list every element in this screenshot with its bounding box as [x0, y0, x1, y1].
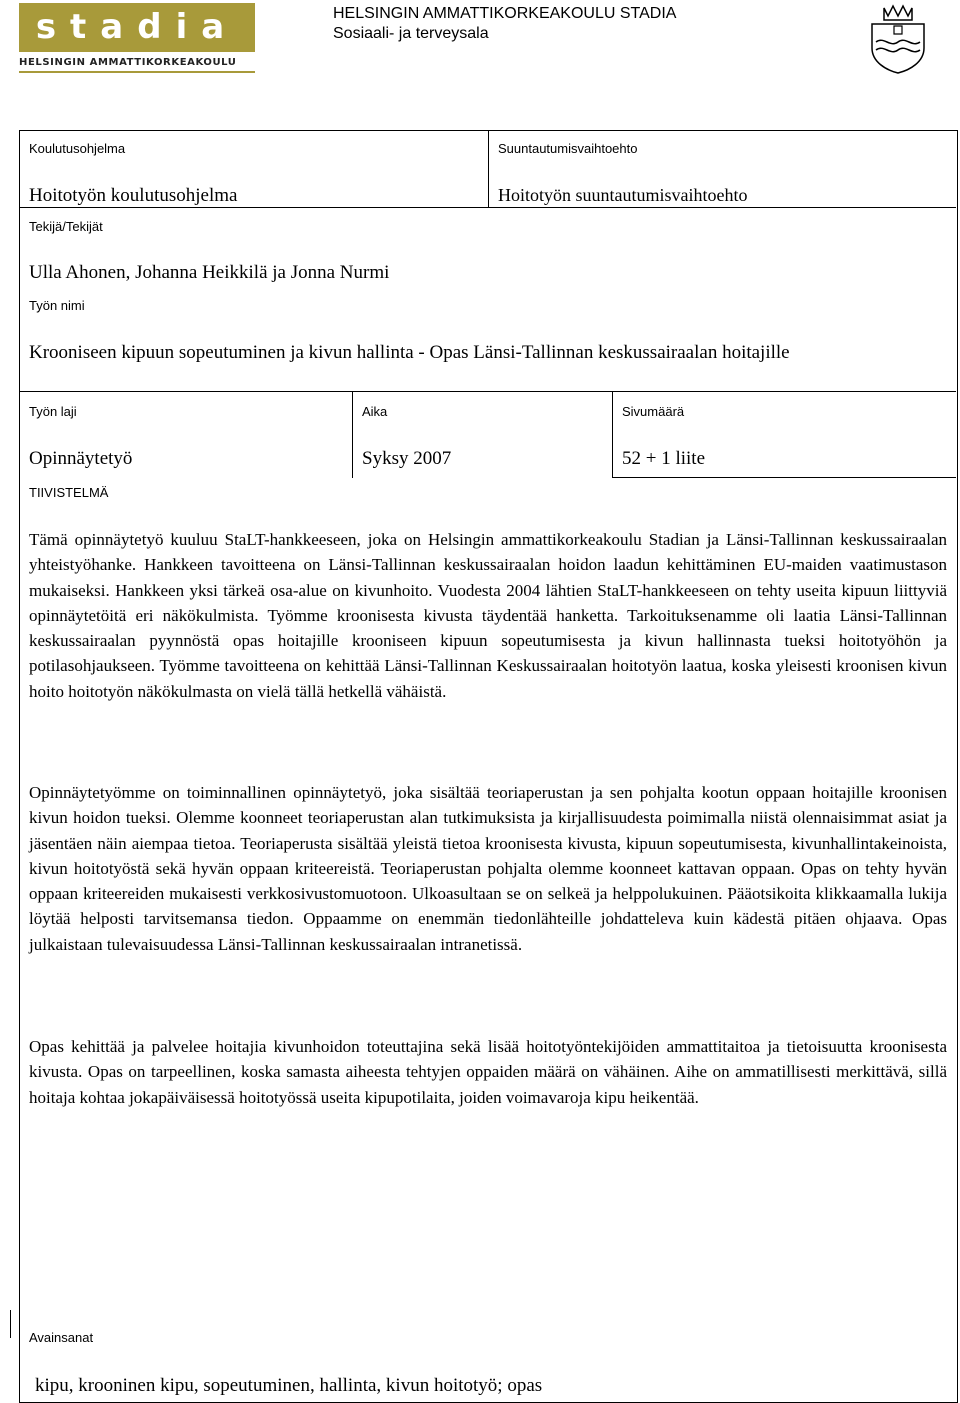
abstract-label: TIIVISTELMÄ	[29, 485, 109, 500]
divider	[488, 130, 489, 208]
divider	[612, 391, 613, 478]
authors-label: Tekijä/Tekijät	[29, 219, 103, 234]
logo-subtitle: HELSINGIN AMMATTIKORKEAKOULU	[19, 57, 237, 68]
stadia-logo	[19, 3, 255, 73]
helsinki-coat-of-arms-icon	[866, 2, 930, 74]
logo-underline	[19, 71, 255, 73]
divider	[19, 391, 956, 392]
title-value: Krooniseen kipuun sopeutuminen ja kivun hallinta - Opas Länsi-Tallinnan keskussairaalan hoitajille	[29, 342, 790, 363]
abstract-paragraph: Tämä opinnäytetyö kuuluu StaLT-hankkeeseen, joka on Helsingin ammattikorkeakoulu Stadian ja Länsi-Tallinnan keskussairaalan yhteistyöhanke. Hankkeen tavoitteena on Länsi-Tallinnan keskussairaalan hoidon laadun kehittäminen EU-maiden vaatimustason mukaiseksi. Hankkeen yksi tärkeä osa-alue on kivunhoito. Vuodesta 2004 lähtien StaLT-hankkeeseen on tehty useita kipuun liittyviä opinnäytetöitä eri näkökulmista. Työmme kroonisesta kivusta täydentää hanketta. Tarkoituksenamme oli laatia Länsi-Tallinnan keskussairaalan pyynnöstä opas hoitajille krooniseen kipuun sopeutumisesta ja kivun hallinnasta tueksi hoitotyöhön ja potilasohjaukseen. Työmme tavoitteena on kehittää Länsi-Tallinnan Keskussairaalan hoitotyön laatua, koska yleisesti kroonisen kivun hoito hoitotyön näkökulmasta on vielä tällä hetkellä vähäistä.	[29, 530, 947, 701]
type-label: Työn laji	[29, 404, 77, 419]
department-name: Sosiaali- ja terveysala	[333, 25, 489, 42]
keywords-label: Avainsanat	[29, 1330, 94, 1345]
form-frame	[19, 130, 958, 1403]
logo-wordmark: stadia	[19, 3, 255, 52]
divider	[612, 477, 956, 478]
pages-label: Sivumäärä	[622, 404, 685, 419]
pages-value: 52 + 1 liite	[622, 448, 706, 469]
divider	[352, 391, 353, 478]
specialization-value: Hoitotyön suuntautumisvaihtoehto	[498, 185, 748, 205]
type-value: Opinnäytetyö	[29, 448, 133, 469]
authors-value: Ulla Ahonen, Johanna Heikkilä ja Jonna Nurmi	[29, 262, 390, 283]
time-label: Aika	[362, 404, 388, 419]
specialization-label: Suuntautumisvaihtoehto	[498, 141, 638, 156]
program-value: Hoitotyön koulutusohjelma	[29, 185, 238, 206]
abstract-paragraph: Opas kehittää ja palvelee hoitajia kivunhoidon toteuttajina sekä lisää hoitotyöntekijöiden ammattitaitoa ja tietoisuutta kroonisesta kivusta. Opas on tarpeellinen, koska samasta aiheesta tehtyjen oppaiden määrä on vähäinen. Aihe on ammatillisesti merkittävä, sillä hoitaja kohtaa jokapäiväisessä hoitotyössä useita kipupotilaita, joiden voimavaroja kipu heikentää.	[29, 1037, 947, 1107]
school-name: HELSINGIN AMMATTIKORKEAKOULU STADIA	[333, 5, 677, 22]
title-label: Työn nimi	[29, 298, 85, 313]
keywords-value: kipu, krooninen kipu, sopeutuminen, hallinta, kivun hoitotyö; opas	[35, 1375, 543, 1396]
abstract-paragraph: Opinnäytetyömme on toiminnallinen opinnäytetyö, joka sisältää teoriaperustan ja sen pohjalta kootun oppaan hoitajille kroonisen kivun hoidon tueksi. Olemme koonneet teoriaperustan alan tutkimuksista ja kirjallisuudesta poimimalla niistä olennaisimmat asiat ja jäsentäen näin aiempaa tietoa. Teoriaperusta sisältää yleistä tietoa kroonisesta kivusta, kipuun sopeutumisesta, kivunhallintakeinoista, kivun hoitotyöstä sekä hyvän oppaan kriteereistä. Teoriaperustan pohjalta olemme koonneet kattavan oppaan. Opas on tehty hyvän oppaan kriteereiden mukaisesti verkkosivustomuotoon. Ulkoasultaan se on selkeä ja helppolukuinen. Pääotsikoita klikkaamalla lukija löytää helposti tarvitsemansa tiedon. Oppaamme on enemmän tiedonlähteille johdatteleva kuin kädestä pitäen ohjaava. Opas julkaistaan tulevaisuudessa Länsi-Tallinnan keskussairaalan intranetissä.	[29, 783, 947, 954]
time-value: Syksy 2007	[362, 448, 452, 469]
margin-mark	[10, 1310, 11, 1338]
program-label: Koulutusohjelma	[29, 141, 126, 156]
